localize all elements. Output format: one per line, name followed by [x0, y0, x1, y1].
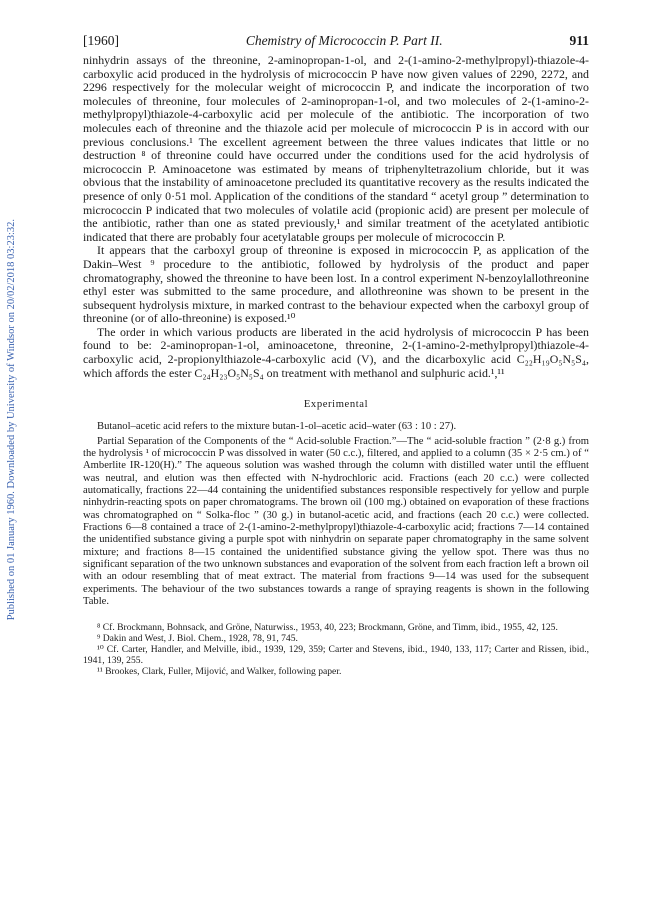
paragraph-1: ninhydrin assays of the threonine, 2-aminopropan-1-ol, and 2-(1-amino-2-methylpropyl)-thiazole-4-carboxylic acid produced in the hydrolysis of micrococcin P have now given values of 2290, 2272, and 2296 respectively for the molecular weight of micrococcin P, and indicate the incorporation of two molecules of threonine, four molecules of 2-aminopropan-1-ol, and two molecules of 2-(1-amino-2-methylpropyl)thiazole-4-carboxylic acid per molecule of the antibiotic. The incorporation of two molecules each of threonine and the thiazole acid per molecule of micrococcin P is in accord with our previous conclusions.¹ The excellent agreement between the three values indicates that little or no destruction ⁸ of threonine could have occurred under the conditions used for the acid hydrolysis of micrococcin P. Aminoacetone was estimated by means of triphenyltetrazolium chloride, but it was obvious that the instability of aminoacetone precluded its quantitative recovery as the results indicated the presence of only 0·51 mol. Application of the conditions of the standard “ acetyl group ” determination to micrococcin P indicated that two molecules of volatile acid (propionic acid) are present per molecule of the antibiotic, rather than one as stated previously,¹ and similar treatment of the acetylated antibiotic indicated that there are probably four acetylatable groups per molecule of micrococcin P.	[83, 53, 589, 244]
footnote-11: ¹¹ Brookes, Clark, Fuller, Mijović, and Walker, following paper.	[97, 666, 342, 678]
section-heading: Experimental	[303, 399, 369, 411]
experimental-section	[83, 421, 589, 608]
page-number: 911	[569, 33, 589, 48]
running-header	[83, 33, 589, 49]
journal-page	[83, 33, 589, 678]
footnotes	[83, 623, 589, 678]
footnote-8: ⁸ Cf. Brockmann, Bohnsack, and Gröne, Naturwiss., 1953, 40, 223; Brockmann, Gröne, and Timm, ibid., 1955, 42, 125.	[97, 622, 558, 634]
paragraph-2: It appears that the carboxyl group of threonine is exposed in micrococcin P, as application of the Dakin–West ⁹ procedure to the antibiotic, followed by hydrolysis of the product and paper chromatography, showed the threonine to have been lost. In a control experiment N-benzoylallothreonine ethyl ester was submitted to the same procedure, and allothreonine was shown to be present in the subsequent hydrolysis mixture, in marked contrast to the behaviour expected when the carboxyl group of threonine (or of allo-threonine) is exposed.¹⁰	[83, 243, 589, 326]
footnote-10: ¹⁰ Cf. Carter, Handler, and Melville, ibid., 1939, 129, 359; Carter and Stevens, ibid., 1940, 133, 117; Carter and Rissen, ibid., 1941, 139, 255.	[83, 644, 589, 667]
experimental-paragraph-2: Partial Separation of the Components of the “ Acid-soluble Fraction.”—The “ acid-soluble fraction ” (2·8 g.) from the hydrolysis ¹ of micrococcin P was dissolved in water (50 c.c.), filtered, and applied to a column (35 × 2·5 cm.) of “ Amberlite IR-120(H).” The aqueous solution was washed through the column with distilled water until the effluent was neutral, and elution was then effected with N-hydrochloric acid. Fractions (each 20 c.c.) were collected automatically, fractions 22—44 containing the unidentified substances responsible respectively for yellow and purple ninhydrin-reacting spots on paper chromatograms. The brown oil (100 mg.) obtained on evaporation of these fractions was chromatographed on “ Solka-floc ” (30 g.) in butanol-acetic acid, and fractions (each 20 c.c.) were collected. Fractions 6—8 contained a trace of 2-(1-amino-2-methylpropyl)thiazole-4-carboxylic acid; fractions 7—14 contained the unidentified substance giving a purple spot with ninhydrin on separate paper chromatography in the same solvent mixture; and fractions 8—15 contained the unidentified substance giving the yellow spot. There was thus no significant separation of the two unknown substances and evaporation of the solvent from each fraction left a brown oil with an odour resembling that of meat extract. The material from fractions 9—14 was used for the subsequent experiments. The behaviour of the two substances towards a range of spraying reagents is shown in the following Table.	[83, 435, 589, 608]
paragraph-3: The order in which various products are liberated in the acid hydrolysis of micrococcin P has been found to be: 2-aminopropan-1-ol, aminoacetone, threonine, 2-(1-amino-2-methylpropyl)thiazole-4-carboxylic acid, 2-propionylthiazole-4-carboxylic acid (V), and the dicarboxylic acid C₂₂H₁₉O₅N₅S₄, which affords the ester C₂₄H₂₃O₅N₅S₄ on treatment with methanol and sulphuric acid.¹,¹¹	[83, 324, 589, 380]
experimental-paragraph-1: Butanol–acetic acid refers to the mixture butan-1-ol–acetic acid–water (63 : 10 : 27).	[97, 421, 457, 433]
header-year: [1960]	[83, 33, 119, 48]
footnote-9: ⁹ Dakin and West, J. Biol. Chem., 1928, 78, 91, 745.	[97, 633, 298, 645]
header-title: Chemistry of Micrococcin P. Part II.	[245, 33, 443, 48]
download-notice: Published on 01 January 1960. Downloaded by University of Windsor on 20/02/2018 03:23:32.	[5, 219, 17, 621]
main-text	[83, 54, 589, 380]
download-watermark	[4, 150, 18, 690]
